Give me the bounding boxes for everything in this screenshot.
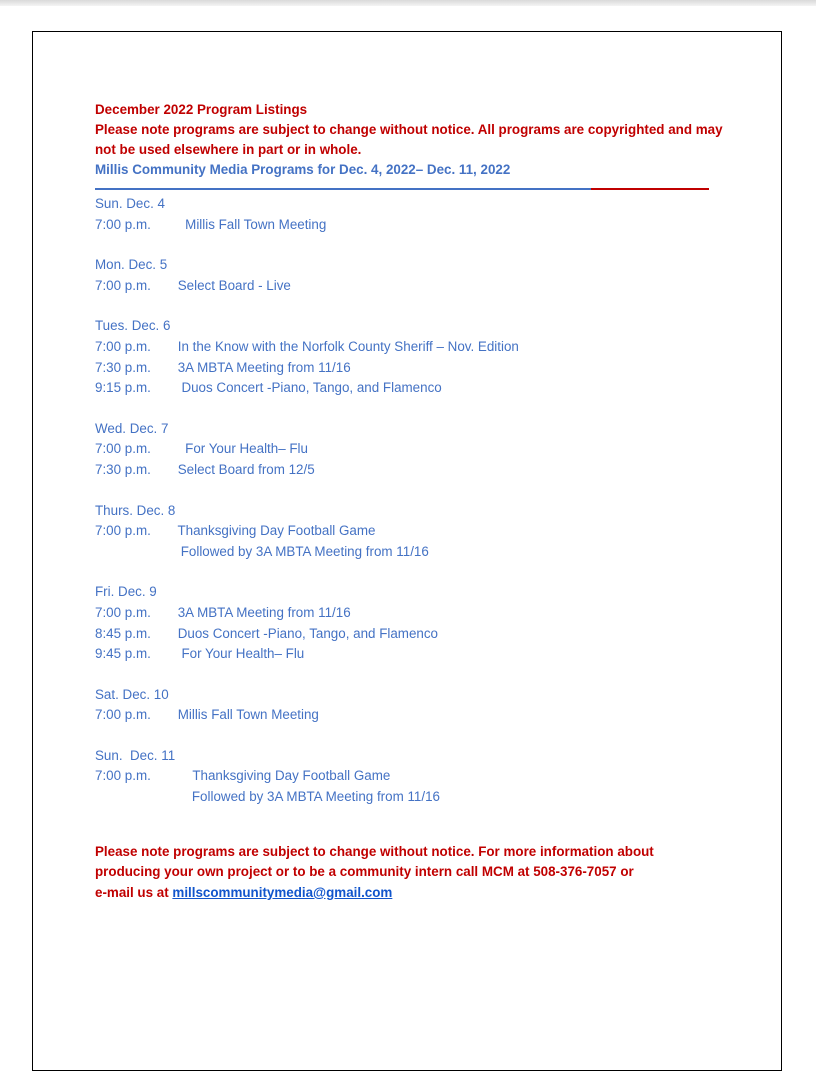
- program-time: 7:00 p.m.: [95, 338, 151, 354]
- program-row: [95, 358, 725, 379]
- program-row: [95, 624, 725, 645]
- footer-email-prefix: e-mail us at: [95, 884, 173, 900]
- program-continuation: Followed by 3A MBTA Meeting from 11/16: [177, 789, 440, 805]
- program-row: [95, 766, 725, 787]
- program-title: Thanksgiving Day Football Game: [174, 768, 391, 784]
- day-block: [95, 419, 725, 481]
- program-time: 8:45 p.m.: [95, 625, 151, 641]
- program-title: In the Know with the Norfolk County Sheriff – Nov. Edition: [174, 338, 519, 354]
- footer-line-3: [95, 883, 725, 904]
- program-time: 9:15 p.m.: [95, 380, 151, 396]
- program-title: Select Board - Live: [174, 277, 291, 293]
- footer-line-1: Please note programs are subject to change without notice. For more information about: [95, 843, 654, 859]
- day-block: [95, 316, 725, 398]
- program-row: [95, 276, 725, 297]
- program-title: Duos Concert -Piano, Tango, and Flamenco: [174, 380, 442, 396]
- program-time: 7:00 p.m.: [95, 441, 151, 457]
- program-title: Select Board from 12/5: [174, 461, 315, 477]
- program-time: 7:30 p.m.: [95, 359, 151, 375]
- program-title: 3A MBTA Meeting from 11/16: [174, 604, 351, 620]
- program-title: For Your Health– Flu: [174, 441, 308, 457]
- program-title: Duos Concert -Piano, Tango, and Flamenco: [174, 625, 438, 641]
- copyright-notice: Please note programs are subject to change without notice. All programs are copyrighted and may not be used elsewhere in part or in whole.: [95, 122, 723, 157]
- day-heading: Mon. Dec. 5: [95, 257, 168, 273]
- program-time: 7:00 p.m.: [95, 523, 151, 539]
- program-continuation: Followed by 3A MBTA Meeting from 11/16: [177, 543, 429, 559]
- program-row: [95, 215, 725, 236]
- program-row: [95, 439, 725, 460]
- day-block: [95, 255, 725, 296]
- program-time: 7:00 p.m.: [95, 604, 151, 620]
- program-title: For Your Health– Flu: [174, 646, 305, 662]
- day-heading: Tues. Dec. 6: [95, 318, 171, 334]
- day-block: [95, 685, 725, 726]
- program-schedule: [95, 194, 725, 808]
- listing-title: December 2022 Program Listings: [95, 102, 308, 117]
- document-page: [32, 31, 782, 1071]
- program-row: [95, 521, 725, 542]
- program-time: 7:30 p.m.: [95, 461, 151, 477]
- schedule-subtitle: Millis Community Media Programs for Dec. 4, 2022– Dec. 11, 2022: [95, 162, 511, 177]
- day-heading: Sun. Dec. 4: [95, 196, 165, 211]
- footer-line-2: producing your own project or to be a community intern call MCM at 508-376-7057 or: [95, 864, 634, 880]
- program-row: [95, 644, 725, 665]
- program-row: [95, 705, 725, 726]
- program-row: [95, 460, 725, 481]
- program-title: 3A MBTA Meeting from 11/16: [174, 359, 351, 375]
- page-content: [95, 100, 725, 903]
- program-title: Thanksgiving Day Football Game: [174, 523, 376, 539]
- day-block: [95, 194, 725, 235]
- program-title: Millis Fall Town Meeting: [174, 216, 327, 232]
- day-heading: Sat. Dec. 10: [95, 686, 169, 702]
- viewer-top-bar: [0, 0, 816, 6]
- program-time: 7:00 p.m.: [95, 707, 151, 723]
- program-time: 7:00 p.m.: [95, 277, 151, 293]
- program-time: 7:00 p.m.: [95, 216, 151, 232]
- day-block: [95, 582, 725, 664]
- program-row: [95, 378, 725, 399]
- program-row: [95, 337, 725, 358]
- day-heading: Thurs. Dec. 8: [95, 502, 176, 518]
- email-link[interactable]: millscommunitymedia@gmail.com: [172, 884, 393, 900]
- header-divider: [95, 188, 709, 190]
- day-heading: Fri. Dec. 9: [95, 584, 157, 600]
- day-heading: Wed. Dec. 7: [95, 420, 169, 436]
- program-row: [95, 603, 725, 624]
- footer-notice: [95, 842, 725, 904]
- program-title: Millis Fall Town Meeting: [174, 707, 319, 723]
- program-time: 7:00 p.m.: [95, 768, 151, 784]
- day-heading: Sun. Dec. 11: [95, 747, 176, 763]
- program-time: 9:45 p.m.: [95, 646, 151, 662]
- header-divider-accent: [591, 188, 709, 190]
- day-block: [95, 746, 725, 808]
- day-block: [95, 501, 725, 563]
